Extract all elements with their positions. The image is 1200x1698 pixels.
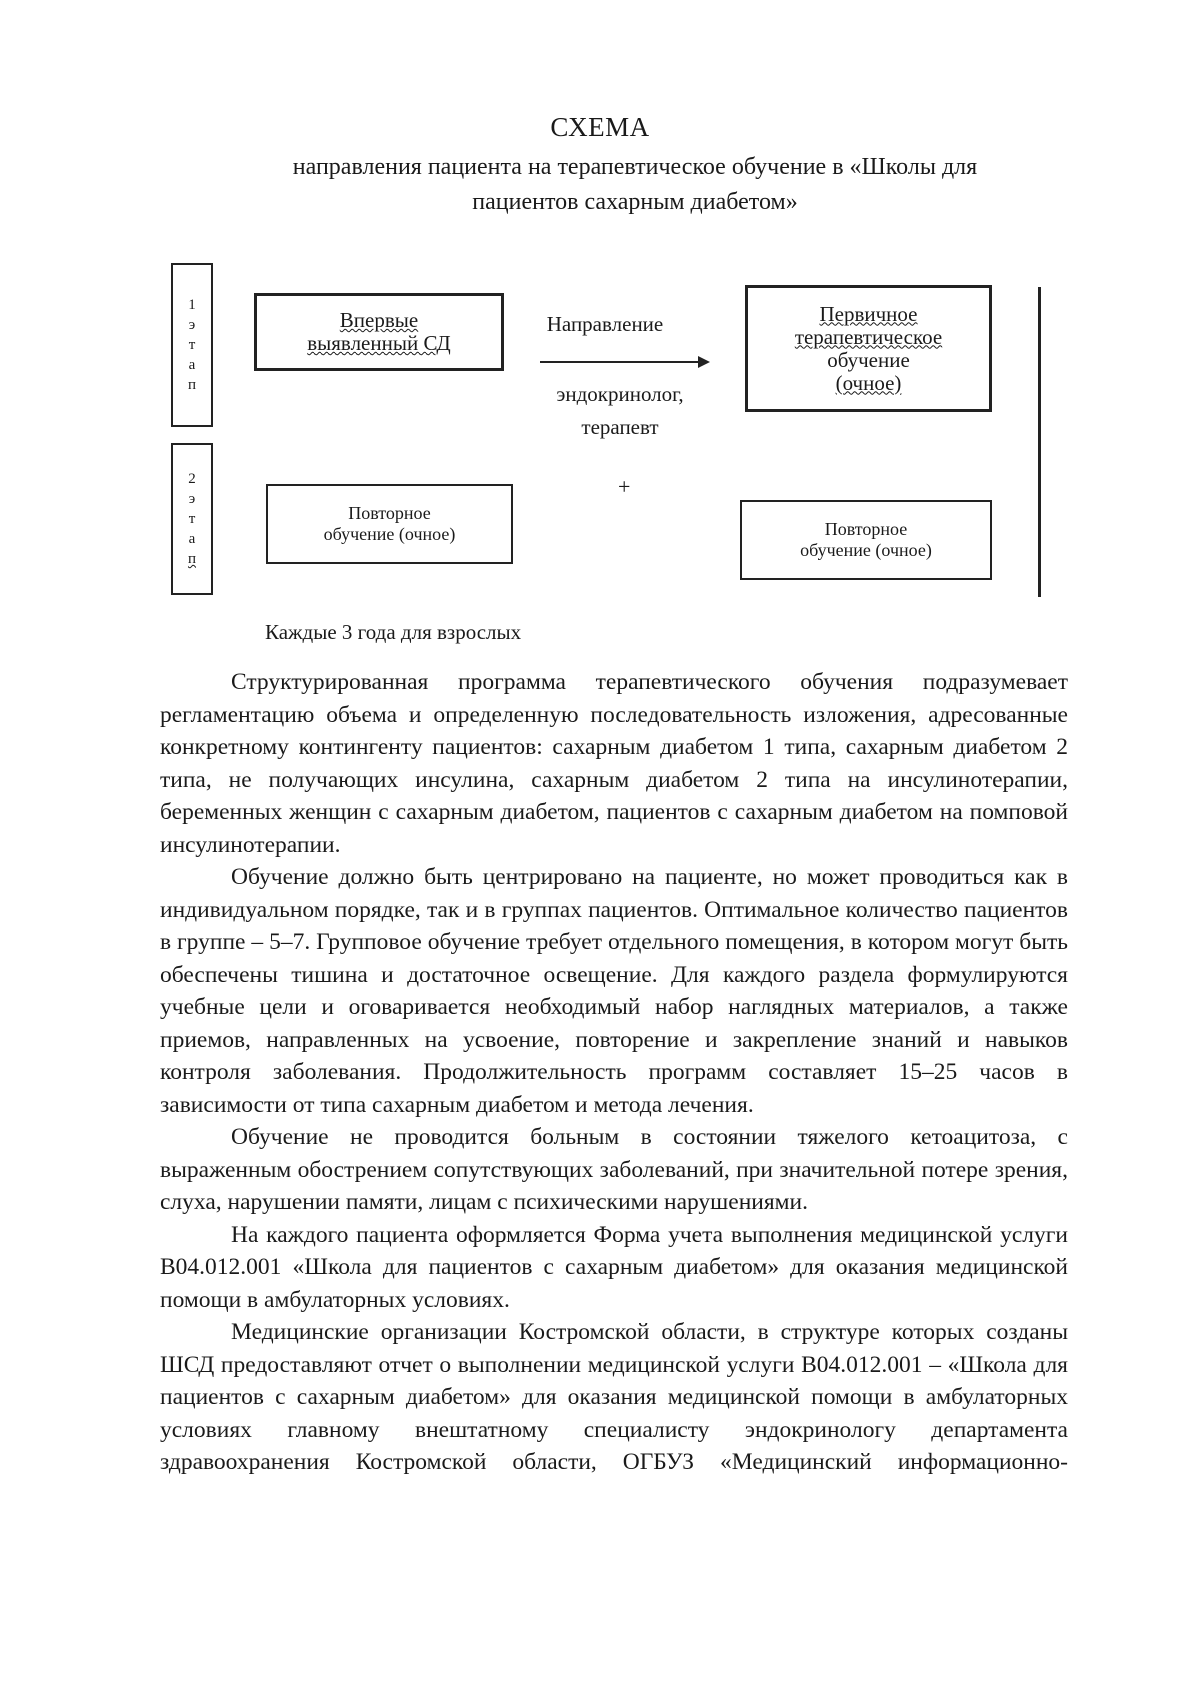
body-text — [160, 666, 1068, 1479]
arrow-label-specialist-line: эндокринолог, — [556, 382, 684, 406]
paragraph: Обучение не проводится больным в состоянии тяжелого кетоацитоза, с выраженным обострением сопутствующих заболеваний, при значительной потере зрения, слуха, нарушении памяти, лицам с психическими нарушениями. — [160, 1124, 1068, 1215]
box-primary-training-line: (очное) — [835, 370, 902, 395]
stage-2-char: 2 — [188, 471, 196, 487]
stage-1-char: а — [188, 357, 196, 373]
box-primary-training-line: терапевтическое — [794, 324, 943, 349]
box-repeat-left-line: обучение (очное) — [323, 524, 456, 544]
stage-2-char: э — [188, 491, 196, 507]
paragraph: На каждого пациента оформляется Форма учета выполнения медицинской услуги B04.012.001 «Школа для пациентов с сахарным диабетом» для оказания медицинской помощи в амбулаторных условиях. — [160, 1221, 1068, 1313]
stage-1-label — [171, 263, 213, 427]
stage-1-char: т — [188, 337, 196, 353]
flow-diagram — [0, 0, 1200, 660]
vertical-bracket-line — [1038, 287, 1041, 597]
plus-sign: + — [618, 474, 631, 499]
stage-2-label — [171, 443, 213, 595]
paragraph: Обучение должно быть центрировано на пациенте, но может проводиться как в индивидуальном порядке, так и в группах пациентов. Оптимальное количество пациентов в группе – 5–7. Групповое обучение требует отдельного помещения, в котором могут быть обеспечены тишина и достаточное освещение. Для каждого раздела формулируются учебные цели и оговаривается необходимый набор наглядных материалов, а также приемов, направленных на усвоение, повторение и закрепление знаний и навыков контроля заболевания. Продолжительность программ составляет 15–25 часов в зависимости от типа сахарным диабетом и метода лечения. — [160, 864, 1068, 1118]
arrow-right-icon — [698, 356, 710, 368]
box-repeat-right-line: обучение (очное) — [800, 540, 932, 560]
box-repeat-training-right — [740, 500, 992, 580]
arrow-label-specialists — [530, 378, 710, 444]
box-first-detected — [254, 293, 504, 371]
stage-2-char: а — [188, 531, 196, 547]
box-repeat-right-line: Повторное — [824, 519, 908, 539]
subtitle-line-2: пациентов сахарным диабетом» — [472, 189, 798, 215]
box-primary-training — [745, 285, 992, 412]
stage-1-char: 1 — [188, 297, 196, 313]
arrow-label-direction: Направление — [546, 312, 664, 336]
stage-1-char: э — [188, 317, 196, 333]
box-repeat-training-left — [266, 484, 513, 564]
box-primary-training-line: обучение — [827, 347, 910, 372]
box-repeat-left-line: Повторное — [348, 503, 431, 523]
box-first-detected-line: выявленный СД — [307, 331, 451, 355]
stage-1-char: п — [187, 377, 197, 393]
page-title: СХЕМА — [550, 112, 650, 142]
arrow-label-specialist-line: терапевт — [581, 415, 659, 439]
stage-2-char: п — [187, 551, 197, 567]
stage-2-char: т — [188, 511, 196, 527]
diagram-caption: Каждые 3 года для взрослых — [265, 620, 522, 644]
paragraph: Структурированная программа терапевтического обучения подразумевает регламентацию объема и определенную последовательность изложения, адресованные конкретному контингенту пациентов: сахарным диабетом 1 типа, сахарным диабетом 2 типа, не получающих инсулина, сахарным диабетом 2 типа на инсулинотерапии, беременных женщин с сахарным диабетом, пациентов с сахарным диабетом на помповой инсулинотерапии. — [160, 669, 1068, 858]
box-primary-training-line: Первичное — [819, 301, 918, 326]
arrow-line — [540, 361, 700, 363]
subtitle-line-1: направления пациента на терапевтическое обучение в «Школы для — [292, 154, 978, 180]
box-first-detected-line: Впервые — [339, 308, 419, 332]
paragraph: Медицинские организации Костромской области, в структуре которых созданы ШСД предоставляют отчет о выполнении медицинской услуги B04.012.001 – «Школа для пациентов с сахарным диабетом» для оказания медицинской помощи в амбулаторных условиях главному внештатному специалисту эндокринологу департамента здравоохранения Костромской области, ОГБУЗ «Медицинский информационно- — [160, 1319, 1068, 1475]
